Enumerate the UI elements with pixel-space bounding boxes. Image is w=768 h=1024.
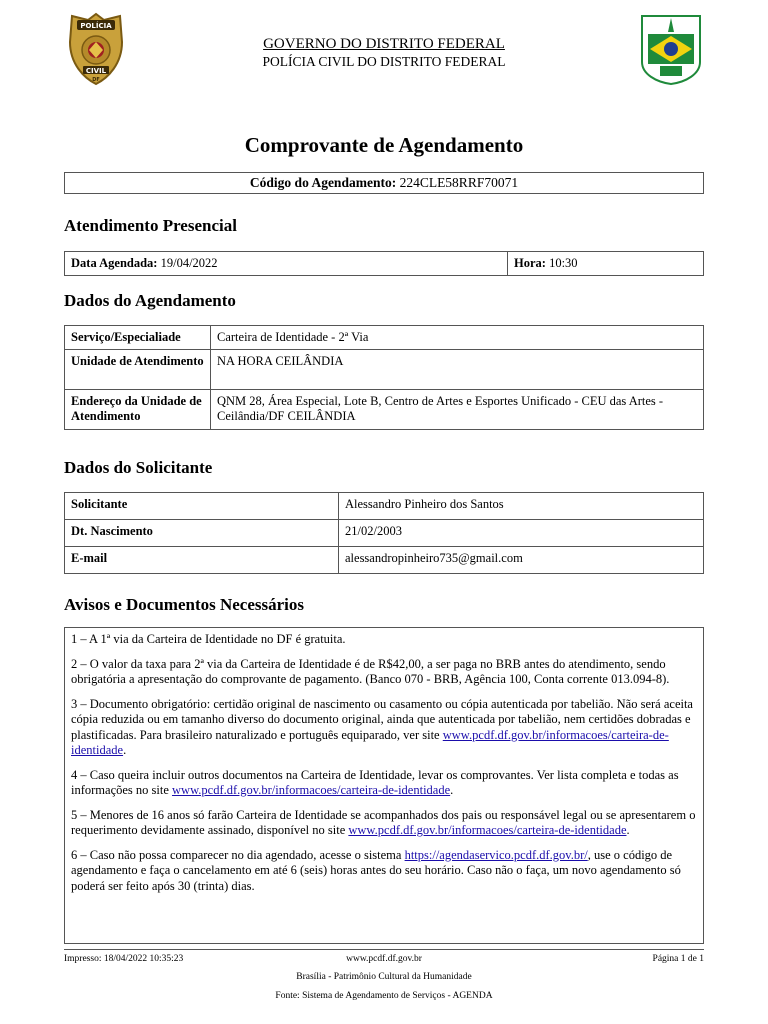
notice-3-link[interactable]: www.pcdf.df.gov.br/informacoes/carteira-de-identidade	[71, 727, 669, 757]
footer-page-number: Página 1 de 1	[652, 954, 704, 964]
row-value: 21/02/2003	[339, 520, 704, 547]
table-row	[65, 350, 704, 390]
row-value: QNM 28, Área Especial, Lote B, Centro de Artes e Esportes Unificado - CEU das Artes - Ceilândia/DF CEILÂNDIA	[211, 390, 704, 430]
notices-box	[64, 627, 704, 944]
appointment-date-table	[64, 251, 704, 276]
notice-4-end: .	[450, 783, 454, 797]
section-atendimento-heading: Atendimento Presencial	[64, 216, 237, 235]
notice-6-text: 6 – Caso não possa comparecer no dia agendado, acesse o sistema	[71, 847, 405, 862]
row-label: Serviço/Especialiade	[65, 326, 211, 350]
notice-3-text: 3 – Documento obrigatório: certidão original de nascimento ou casamento ou cópia autenticada por tabelião. Não será aceita cópia reduzida ou em tamanho diverso do documento original, ainda que autenticada por tabelião, nem certidões dobradas e plastificadas. Para brasileiro naturalizado e português equiparado, ver site	[71, 696, 693, 742]
notice-item-6	[71, 848, 697, 895]
appointment-code-box	[64, 172, 704, 194]
notice-5-text: 5 – Menores de 16 anos só farão Carteira de Identidade se acompanhados dos pais ou responsável legal ou se apresentarem o requerimento devidamente assinado, disponível no site	[71, 807, 696, 837]
notice-5-link[interactable]: www.pcdf.df.gov.br/informacoes/carteira-de-identidade	[348, 823, 627, 837]
row-value: Alessandro Pinheiro dos Santos	[339, 493, 704, 520]
header-subtitle: POLÍCIA CIVIL DO DISTRITO FEDERAL	[262, 54, 506, 69]
appointment-details-table	[64, 325, 704, 430]
row-label: Solicitante	[65, 493, 339, 520]
row-label: Endereço da Unidade de Atendimento	[65, 390, 211, 430]
email-value: alessandropinheiro735@gmail.com	[339, 547, 704, 574]
notice-6-link[interactable]: https://agendaservico.pcdf.df.gov.br/	[404, 847, 588, 862]
notice-3-end: .	[123, 743, 127, 757]
notice-item-1: 1 – A 1ª via da Carteira de Identidade no DF é gratuita.	[71, 632, 346, 646]
section-avisos-heading: Avisos e Documentos Necessários	[64, 595, 305, 614]
badge-text-bottom: CIVIL	[85, 67, 107, 75]
row-label: E-mail	[65, 547, 339, 574]
notice-6-end: , use o código de agendamento e faça o cancelamento em até 6 (seis) horas antes do seu horário. Caso não o faça, um novo agendamento só poderá ser feito após 30 (trinta) dias.	[71, 847, 681, 893]
appointment-code-label: Código do Agendamento:	[249, 175, 397, 190]
footer-printed: Impresso: 18/04/2022 10:35:23	[64, 954, 184, 964]
time-cell	[508, 252, 704, 276]
notice-4-text: 4 – Caso queira incluir outros documentos na Carteira de Identidade, levar os comprovantes. Ver lista completa e todas as informações no site	[71, 767, 679, 797]
badge-text-df: DF	[92, 77, 100, 83]
notice-4-link[interactable]: www.pcdf.df.gov.br/informacoes/carteira-de-identidade	[172, 783, 451, 797]
row-value: Carteira de Identidade - 2ª Via	[211, 326, 704, 350]
date-cell	[65, 252, 508, 276]
notice-5-end: .	[626, 823, 630, 837]
time-label: Hora:	[514, 256, 546, 270]
header-title: GOVERNO DO DISTRITO FEDERAL	[263, 36, 505, 52]
table-row	[65, 547, 704, 574]
row-value: NA HORA CEILÂNDIA	[211, 350, 704, 390]
footer-divider	[64, 949, 704, 950]
notice-item-4	[71, 768, 697, 799]
footer-heritage: Brasília - Patrimônio Cultural da Humanidade	[296, 972, 472, 982]
row-label: Dt. Nascimento	[65, 520, 339, 547]
badge-text-top: POLÍCIA	[80, 22, 112, 30]
footer-site: www.pcdf.df.gov.br	[346, 954, 422, 964]
date-value: 19/04/2022	[160, 256, 218, 270]
table-row	[65, 520, 704, 547]
requester-table	[64, 492, 704, 574]
time-value: 10:30	[549, 256, 578, 270]
notice-item-3	[71, 697, 697, 759]
appointment-code-value: 224CLE58RRF70071	[399, 175, 519, 190]
section-solicitante-heading: Dados do Solicitante	[64, 458, 213, 477]
table-row	[65, 493, 704, 520]
notice-item-2: 2 – O valor da taxa para 2ª via da Carteira de Identidade é de R$42,00, a ser paga no BRB antes do atendimento, sendo obrigatória a apresentação do comprovante de pagamento. (Banco 070 - BRB, Agência 100, Conta corrente 013.094-8).	[71, 656, 670, 686]
table-row	[65, 390, 704, 430]
row-label: Unidade de Atendimento	[65, 350, 211, 390]
notice-item-5	[71, 808, 697, 839]
table-row	[65, 326, 704, 350]
document-title: Comprovante de Agendamento	[244, 133, 524, 157]
date-label: Data Agendada:	[71, 256, 158, 270]
footer-source: Fonte: Sistema de Agendamento de Serviços - AGENDA	[275, 991, 493, 1001]
section-agendamento-heading: Dados do Agendamento	[64, 291, 236, 310]
